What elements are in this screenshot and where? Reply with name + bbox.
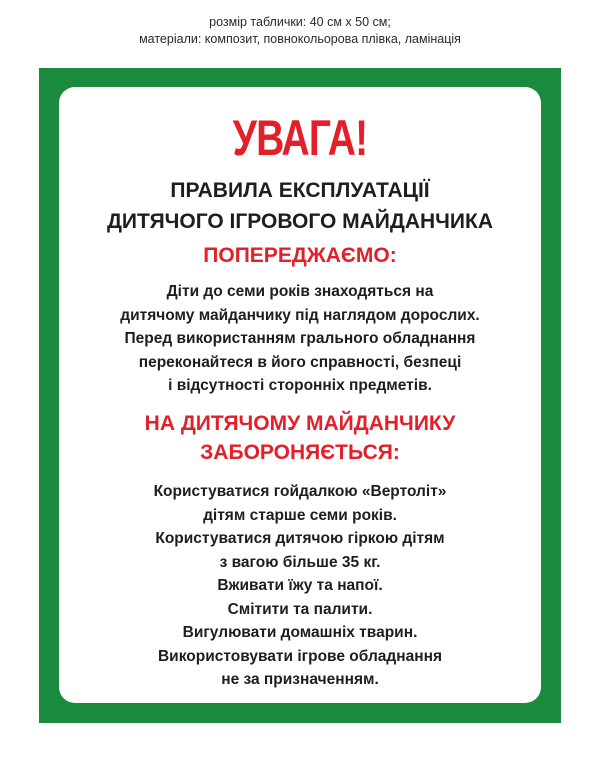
forbidden-line: Використовувати ігрове обладнання — [157, 647, 442, 665]
warning-heading-text: ПОПЕРЕДЖАЄМО: — [203, 244, 397, 267]
warning-line: дитячому майданчику під наглядом дорослих. — [120, 306, 480, 324]
sign-headline: УВАГА! — [232, 110, 368, 166]
warning-text-block — [59, 280, 541, 398]
warning-heading — [59, 242, 541, 270]
warning-line: Перед використанням грального обладнання — [124, 330, 476, 347]
sign-title — [59, 175, 541, 237]
warning-line: Діти до семи років знаходяться на — [166, 283, 434, 300]
forbidden-heading-line: ЗАБОРОНЯЄТЬСЯ: — [200, 441, 400, 464]
forbidden-text-block — [59, 480, 541, 692]
forbidden-line: Смітити та палити. — [227, 600, 373, 618]
forbidden-line: з вагою більше 35 кг. — [219, 553, 381, 571]
sign-title-line: ДИТЯЧОГО ІГРОВОГО МАЙДАНЧИКА — [106, 210, 494, 233]
forbidden-heading — [59, 409, 541, 467]
spec-materials-line: матеріали: композит, повнокольорова плівка, ламінація — [139, 32, 461, 46]
sign-title-line: ПРАВИЛА ЕКСПЛУАТАЦІЇ — [170, 179, 430, 202]
sign-specification — [0, 14, 600, 48]
forbidden-line: Користуватися дитячою гіркою дітям — [155, 530, 445, 547]
forbidden-line: Вживати їжу та напої. — [217, 577, 383, 594]
forbidden-line: не за призначенням. — [221, 671, 379, 688]
spec-size-line: розмір таблички: 40 см х 50 см; — [209, 15, 391, 29]
sign-white-panel — [59, 87, 541, 703]
forbidden-line: дітям старше семи років. — [203, 506, 397, 524]
forbidden-line: Користуватися гойдалкою «Вертоліт» — [153, 483, 447, 500]
warning-line: і відсутності сторонніх предметів. — [168, 377, 432, 394]
forbidden-heading-line: НА ДИТЯЧОМУ МАЙДАНЧИКУ — [144, 412, 456, 435]
warning-line: переконайтеся в його справності, безпеці — [138, 353, 462, 371]
sign-green-frame — [39, 68, 561, 723]
forbidden-line: Вигулювати домашніх тварин. — [182, 624, 418, 641]
